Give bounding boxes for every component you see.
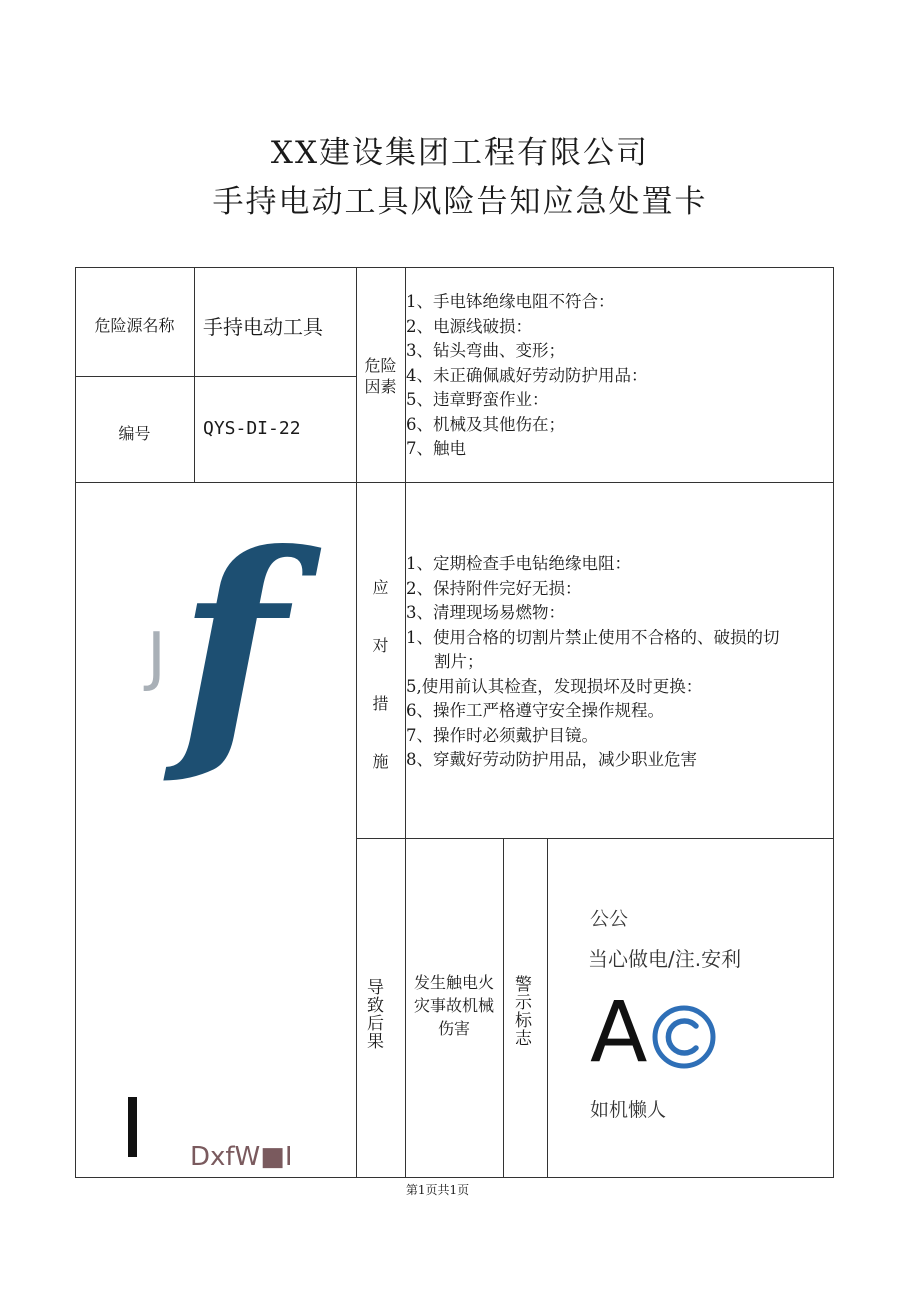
risk-factors-list — [406, 290, 648, 462]
consequence-text: 发生触电火 灾事故机械 伤害 — [413, 973, 494, 1038]
warning-line2: 当心做电/注.安利 — [588, 947, 742, 971]
consequence-label: 导致后果 — [363, 978, 383, 1050]
list-item: 2、电源线破损： — [406, 316, 532, 336]
hazard-code-value: QYS-DI-22 — [203, 418, 301, 439]
list-item: 7、触电 — [406, 439, 466, 458]
list-item: 6、操作工严格遵守安全操作规程。 — [406, 701, 664, 720]
scrambled-text: DxfW■I — [190, 1142, 293, 1172]
warning-label: 警示标志 — [511, 975, 531, 1047]
list-item: 5、违章野蛮作业： — [406, 390, 549, 409]
hazard-name-value: 手持电动工具 — [203, 315, 323, 339]
list-item: 5,使用前认其检查，发现损坏及时更换： — [406, 676, 703, 696]
list-item: 1、手电钵绝缘电阻不符合： — [406, 292, 615, 311]
measures-list — [406, 552, 780, 773]
list-item: 2、保持附件完好无损： — [406, 578, 582, 598]
list-item: 7、操作时必须戴护目镜。 — [406, 725, 598, 745]
warning-symbol-letter: A — [590, 983, 648, 1081]
list-item: 1、定期检查手电钻绝缘电阻： — [406, 554, 631, 573]
logo-letter-gray: J — [147, 620, 166, 694]
bar-mark — [128, 1097, 137, 1157]
list-item: 割片； — [434, 652, 484, 671]
list-item: 8、穿戴好劳动防护用品，减少职业危害 — [406, 750, 697, 769]
list-item: 3、钻头弯曲、变形； — [406, 341, 565, 360]
list-item: 1、使用合格的切割片禁止使用不合格的、破损的切 — [406, 627, 780, 647]
copyright-icon — [650, 1003, 718, 1071]
company-title: XX建设集团工程有限公司 — [270, 135, 650, 171]
warning-line3: 如机懒人 — [590, 1099, 667, 1121]
page-footer: 第1页共1页 — [405, 1183, 470, 1197]
warning-line1: 公公 — [590, 908, 629, 930]
list-item: 4、未正确佩戚好劳动防护用品： — [406, 365, 648, 385]
list-item: 3、清理现场易燃物： — [406, 603, 565, 622]
logo-letter-blue: f — [178, 498, 286, 792]
hazard-name-label: 危险源名称 — [94, 316, 175, 335]
list-item: 6、机械及其他伤在； — [406, 414, 565, 434]
risk-factors-label: 危险 因素 — [364, 356, 397, 396]
measures-label: 应 对 措 施 — [372, 578, 389, 771]
hazard-code-label: 编号 — [118, 424, 151, 443]
card-title: 手持电动工具风险告知应急处置卡 — [212, 184, 708, 220]
